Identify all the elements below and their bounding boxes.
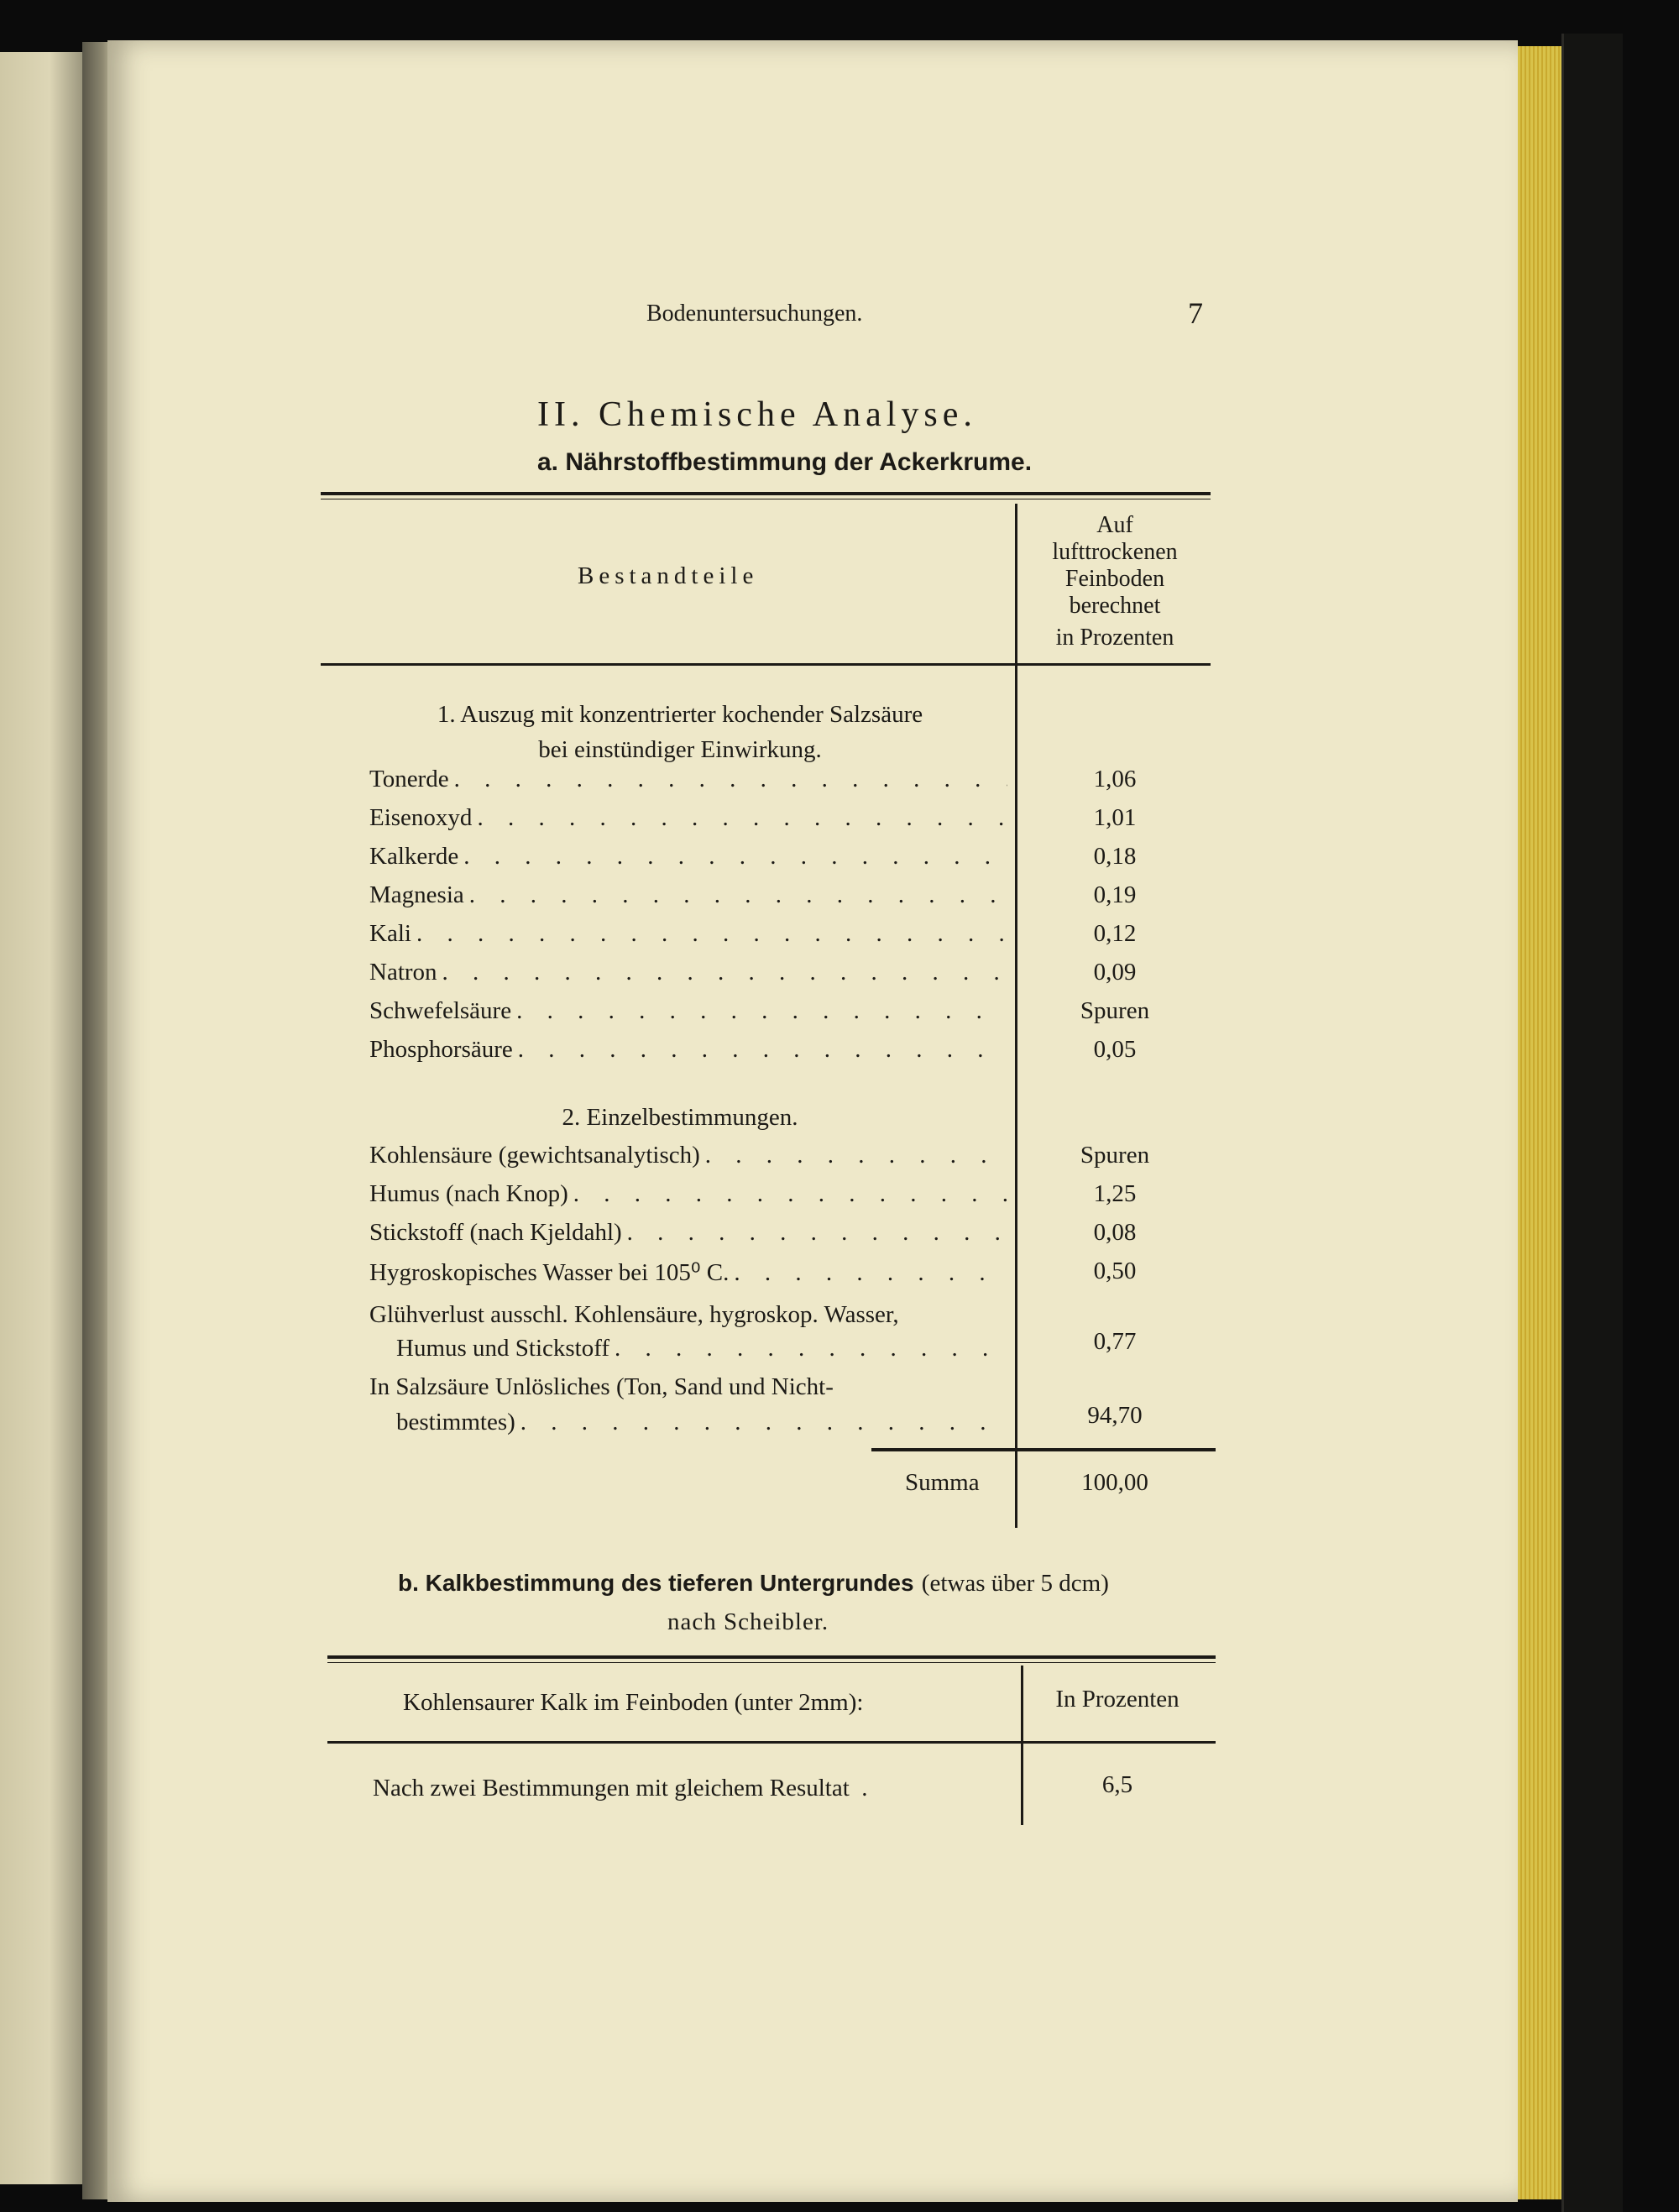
row-label-text: Nach zwei Bestimmungen mit gleichem Resultat: [373, 1775, 850, 1801]
leader-dots: [734, 1259, 1007, 1287]
row-label: Tonerde: [369, 766, 449, 792]
row-label: Stickstoff (nach Kjeldahl): [369, 1219, 622, 1246]
row-label: Schwefelsäure: [369, 997, 512, 1024]
row-label: Kali: [369, 920, 411, 947]
row-label: Kohlensäure (gewichtsanalytisch): [369, 1142, 700, 1169]
table-row: [369, 959, 1007, 997]
row-label: Humus (nach Knop): [369, 1180, 568, 1207]
table-row: [369, 766, 1007, 804]
leader-dots: [615, 1335, 1007, 1362]
table-row: [369, 1036, 1007, 1075]
table-row: [369, 804, 1007, 843]
col-header-bestandteile: Bestandteile: [578, 562, 759, 589]
table-b-header-rule: [327, 1741, 1216, 1744]
row-value: 0,19: [1093, 881, 1137, 908]
leader-dots: [477, 804, 1007, 832]
row-label: bestimmtes): [396, 1409, 515, 1435]
part-b-title-bold: b. Kalkbestimmung des tieferen Untergrundes: [398, 1570, 914, 1596]
group2-title: 2. Einzelbestimmungen.: [562, 1104, 798, 1131]
table-b-top-rule-thin: [327, 1662, 1216, 1663]
col-header-line: berechnet: [1069, 593, 1161, 619]
left-page-edge: [0, 52, 82, 2184]
part-a-title: a. Nährstoffbestimmung der Ackerkrume.: [537, 448, 1033, 476]
row-label: Phosphorsäure: [369, 1036, 513, 1063]
part-b-title-rest: (etwas über 5 dcm): [921, 1570, 1109, 1597]
col-header-line: Auf: [1096, 512, 1133, 538]
row-value: 0,08: [1093, 1219, 1137, 1246]
row-value: 1,01: [1093, 804, 1137, 831]
page-number: 7: [1188, 296, 1203, 330]
leader-dots: [442, 959, 1007, 986]
part-b-title-line2: nach Scheibler.: [667, 1608, 829, 1635]
leader-dots: [627, 1219, 1007, 1247]
leader-dots: [454, 766, 1007, 793]
row-label: Natron: [369, 959, 437, 986]
part-b-title: [398, 1568, 1109, 1598]
table-row: [396, 1409, 1007, 1447]
gluehverlust-line1: Glühverlust ausschl. Kohlensäure, hygroskop. Wasser,: [369, 1301, 899, 1328]
table-row: [369, 1180, 1007, 1219]
table-row: [369, 920, 1007, 959]
table-b-right-header: In Prozenten: [1055, 1686, 1179, 1713]
leader-dots: [469, 881, 1007, 909]
row-value: 0,18: [1093, 843, 1137, 870]
row-value: 94,70: [1087, 1402, 1143, 1429]
summa-label: Summa: [905, 1469, 980, 1496]
table-row: [369, 843, 1007, 881]
summa-rule: [871, 1448, 1216, 1451]
col-header-prozent: [1023, 512, 1207, 651]
running-title: Bodenuntersuchungen.: [646, 301, 863, 327]
table-b-left-header: Kohlensaurer Kalk im Feinboden (unter 2mm):: [403, 1689, 864, 1716]
table-a-column-divider: [1015, 504, 1017, 1528]
group1-title-line: 1. Auszug mit konzentrierter kochender Salzsäure: [437, 701, 923, 728]
book-cover: [1561, 34, 1623, 2212]
section-title: II. Chemische Analyse.: [537, 395, 977, 434]
row-label: Kalkerde: [369, 843, 459, 870]
table-a-top-rule: [321, 492, 1211, 495]
col-header-line: Feinboden: [1064, 566, 1165, 592]
row-label: Magnesia: [369, 881, 464, 908]
table-row: [369, 1219, 1007, 1258]
leader-dots: [516, 997, 1007, 1025]
table-a-header-rule: [321, 663, 1211, 666]
group1-title: [353, 697, 1007, 767]
row-label: Humus und Stickstoff: [396, 1335, 610, 1362]
row-label: Hygroskopisches Wasser bei 105⁰ C.: [369, 1259, 730, 1286]
table-b-row-value: 6,5: [1101, 1771, 1133, 1798]
table-b-row-label: Nach zwei Bestimmungen mit gleichem Resultat .: [373, 1775, 868, 1801]
table-b-top-rule: [327, 1655, 1216, 1659]
table-row: [369, 997, 1007, 1036]
table-row: [369, 1258, 1007, 1296]
leader-dots: [573, 1180, 1007, 1208]
table-row: [369, 881, 1007, 920]
row-value: 0,09: [1093, 959, 1137, 986]
leader-dots: [416, 920, 1007, 948]
table-row: [396, 1335, 1007, 1373]
leader-dots: [520, 1409, 1007, 1436]
table-row: [369, 1142, 1007, 1180]
row-value: 1,06: [1093, 766, 1137, 792]
leader-dots: [463, 843, 1007, 871]
unloesliches-line1: In Salzsäure Unlösliches (Ton, Sand und Nicht-: [369, 1373, 834, 1400]
table-b-column-divider: [1021, 1666, 1023, 1825]
summa-value: 100,00: [1081, 1469, 1148, 1496]
col-header-line: in Prozenten: [1055, 625, 1174, 651]
leader-dots: [518, 1036, 1007, 1064]
leader-dots: [705, 1142, 1007, 1169]
page-edges: [1518, 46, 1561, 2199]
row-value: 0,50: [1093, 1258, 1137, 1284]
row-value: 0,77: [1093, 1328, 1137, 1355]
row-label: Eisenoxyd: [369, 804, 473, 831]
row-value: 0,05: [1093, 1036, 1137, 1063]
row-value: 1,25: [1093, 1180, 1137, 1207]
row-value: 0,12: [1093, 920, 1137, 947]
row-value: Spuren: [1080, 997, 1150, 1024]
col-header-line: lufttrockenen: [1052, 539, 1178, 565]
group1-title-line: bei einstündiger Einwirkung.: [538, 736, 822, 763]
row-value: Spuren: [1080, 1142, 1150, 1169]
